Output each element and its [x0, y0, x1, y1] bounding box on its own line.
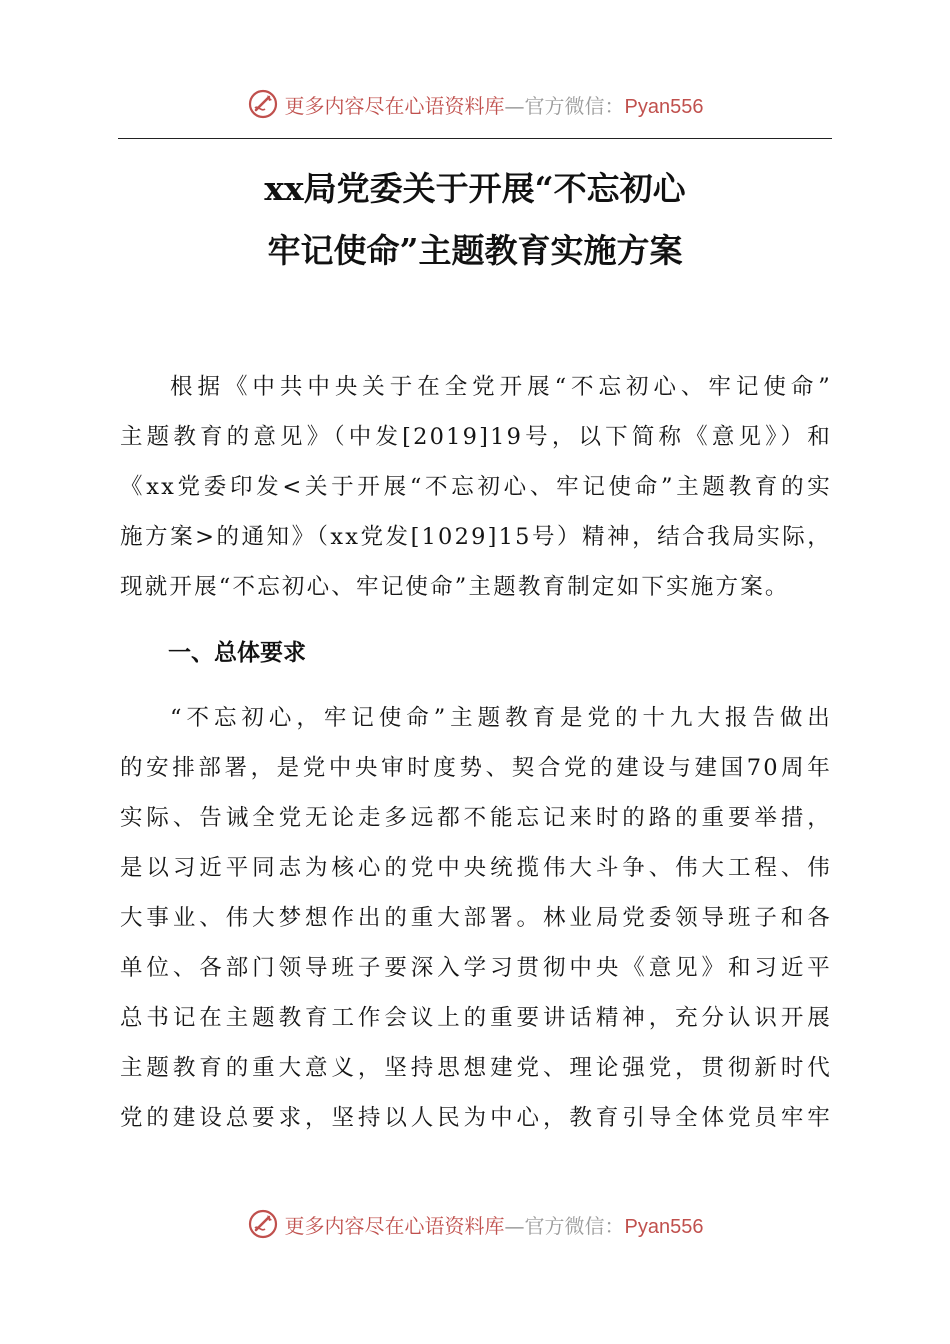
section-heading: 一、总体要求 — [168, 640, 306, 666]
paragraph-line: 党的建设总要求，坚持以人民为中心，教育引导全体党员牢牢 — [120, 1105, 832, 1131]
paragraph-line: 现就开展“不忘初心、牢记使命”主题教育制定如下实施方案。 — [120, 574, 790, 600]
banner-official-label: 官方微信： — [524, 1213, 625, 1238]
banner-text — [285, 90, 704, 119]
banner-wechat-id: Pyan556 — [624, 1215, 704, 1238]
paragraph-line: 主题教育的意见》（中发[2019]19号，以下简称《意见》）和 — [120, 424, 832, 450]
banner-text — [285, 1210, 704, 1239]
paragraph-line: 的安排部署，是党中央审时度势、契合党的建设与建国70周年 — [120, 755, 832, 781]
footer-banner — [0, 1204, 950, 1244]
paragraph-line: 施方案>的通知》（xx党发[1029]15号）精神，结合我局实际， — [120, 524, 832, 550]
paragraph-line: 实际、告诫全党无论走多远都不能忘记来时的路的重要举措， — [120, 805, 832, 831]
banner-wechat-id: Pyan556 — [624, 95, 704, 118]
paragraph-line: 大事业、伟大梦想作出的重大部署。林业局党委领导班子和各 — [120, 905, 832, 931]
paragraph-line: 根据《中共中央关于在全党开展“不忘初心、牢记使命” — [170, 374, 832, 400]
banner-official-label: 官方微信： — [524, 93, 625, 118]
header-divider — [118, 138, 832, 139]
header-banner — [0, 84, 950, 124]
section-paragraph — [120, 693, 832, 1143]
paragraph-line: “不忘初心，牢记使命”主题教育是党的十九大报告做出 — [170, 705, 832, 731]
logo-icon — [247, 1208, 279, 1240]
document-title-line-2: 牢记使命”主题教育实施方案 — [267, 231, 683, 270]
banner-main-text: 更多内容尽在心语资料库 — [284, 93, 505, 118]
banner-main-text: 更多内容尽在心语资料库 — [284, 1213, 505, 1238]
logo-icon — [247, 88, 279, 120]
paragraph-line: 总书记在主题教育工作会议上的重要讲话精神，充分认识开展 — [120, 1005, 832, 1031]
banner-dash: — — [504, 1213, 525, 1238]
banner-dash: — — [504, 93, 525, 118]
paragraph-line: 单位、各部门领导班子要深入学习贯彻中央《意见》和习近平 — [120, 955, 832, 981]
paragraph-line: 主题教育的重大意义，坚持思想建党、理论强党，贯彻新时代 — [120, 1055, 832, 1081]
document-title-line-1: xx局党委关于开展“不忘初心 — [264, 169, 686, 208]
paragraph-line: 《xx党委印发<关于开展“不忘初心、牢记使命”主题教育的实 — [120, 474, 832, 500]
paragraph-line: 是以习近平同志为核心的党中央统揽伟大斗争、伟大工程、伟 — [120, 855, 832, 881]
intro-paragraph — [120, 362, 832, 612]
